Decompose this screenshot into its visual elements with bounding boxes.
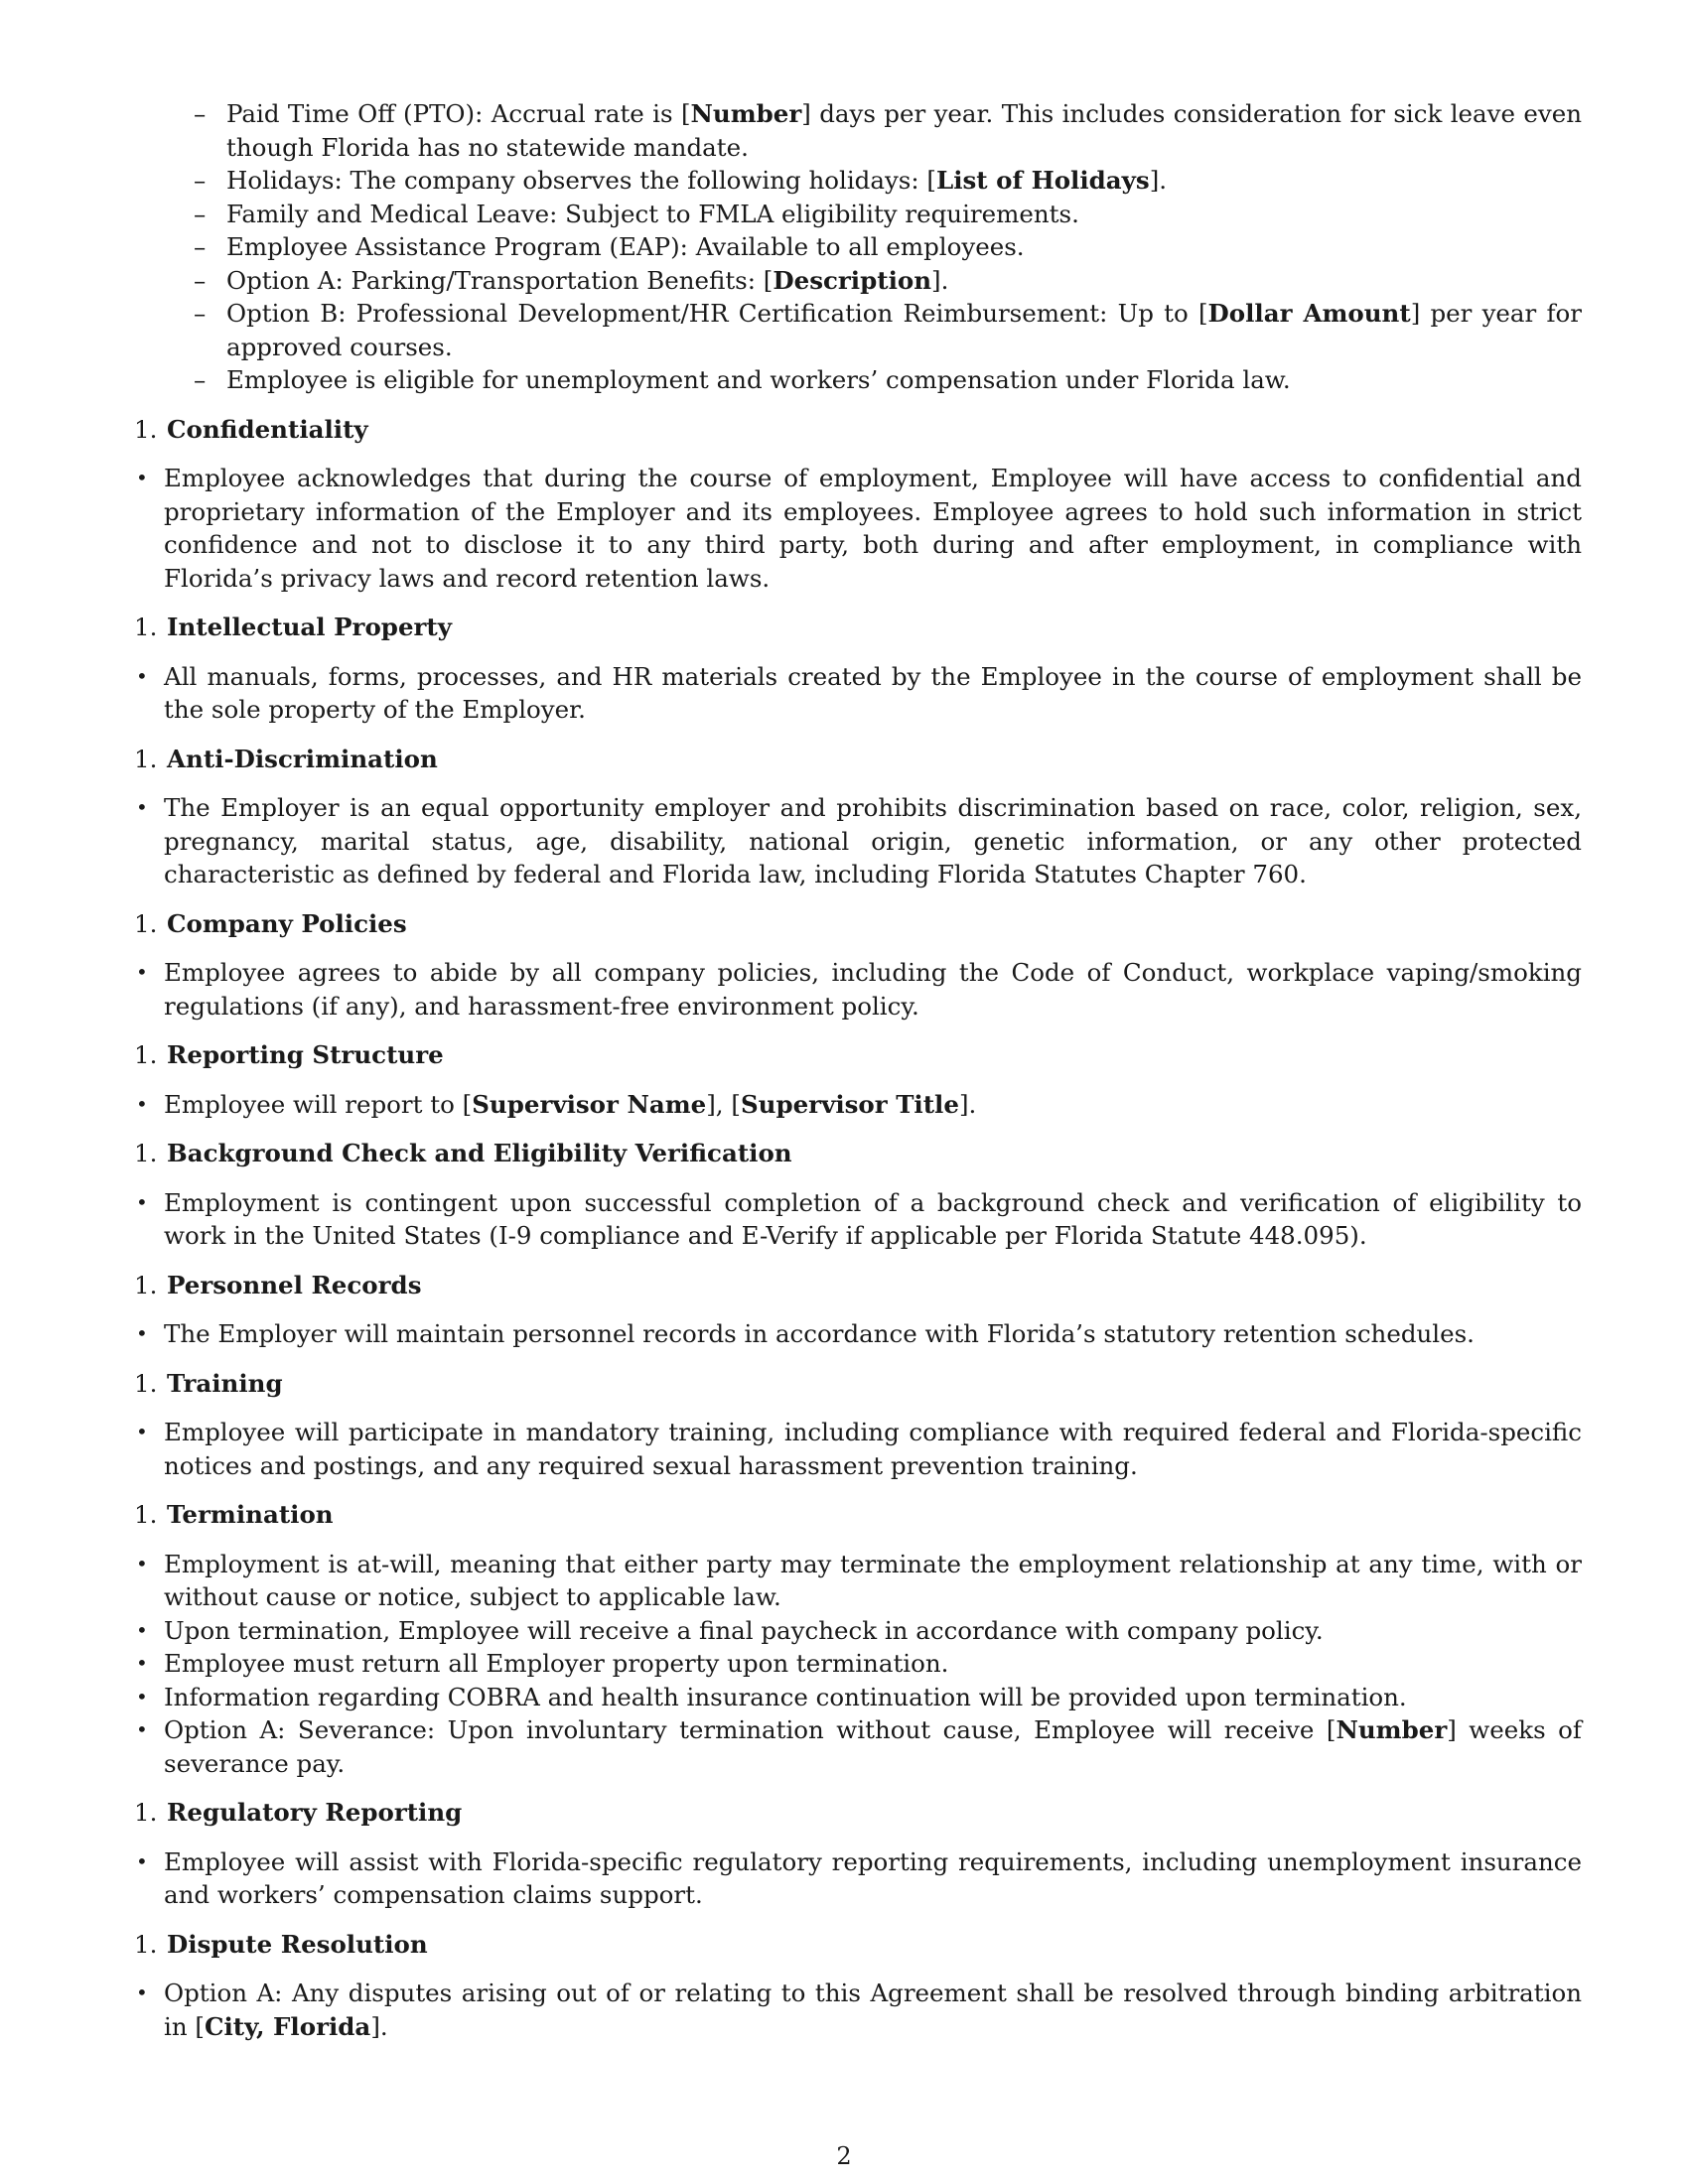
section-number: 1. <box>134 1040 158 1069</box>
section-bullets <box>136 956 1582 1023</box>
section-title: Dispute Resolution <box>167 1929 428 1959</box>
benefit-text: ] days per year. This includes consideration for sick leave even though Florida has no statewide mandate. <box>226 99 1582 162</box>
placeholder-field: Number <box>1336 1715 1448 1744</box>
section-bullets <box>136 1317 1582 1351</box>
placeholder-field: List of Holidays <box>935 166 1150 195</box>
placeholder-field: City, Florida <box>204 2011 371 2041</box>
section-heading <box>134 1038 1582 1072</box>
section-number: 1. <box>134 1270 158 1299</box>
dash-marker: – <box>194 299 207 328</box>
benefit-item <box>194 264 1582 298</box>
section <box>134 1269 1582 1351</box>
sections-container <box>134 413 1582 2044</box>
benefit-text: Holidays: The company observes the following holidays: [ <box>226 166 936 195</box>
dash-marker: – <box>194 365 207 394</box>
dash-marker: – <box>194 166 207 195</box>
section-bullets <box>136 462 1582 595</box>
section-number: 1. <box>134 908 158 938</box>
item-text: Option A: Severance: Upon involuntary termination without cause, Employee will receive [ <box>164 1715 1336 1744</box>
bullet-marker: • <box>136 663 148 688</box>
list-item <box>136 1614 1582 1648</box>
benefit-text: Option B: Professional Development/HR Certification Reimbursement: Up to [ <box>226 299 1208 328</box>
item-text: Employee will participate in mandatory training, including compliance with required federal and Florida-specific notices and postings, and any required sexual harassment prevention training. <box>164 1418 1582 1480</box>
placeholder-field: Dollar Amount <box>1207 299 1411 328</box>
item-text: Employee will assist with Florida-specific regulatory reporting requirements, including unemployment insurance and workers’ compensation claims support. <box>164 1846 1582 1909</box>
item-text: Upon termination, Employee will receive a final paycheck in accordance with company policy. <box>164 1615 1324 1645</box>
bullet-marker: • <box>136 1189 148 1214</box>
section-number: 1. <box>134 414 158 444</box>
bullet-marker: • <box>136 466 148 489</box>
dash-marker: – <box>194 199 207 228</box>
bullet-marker: • <box>136 1717 148 1741</box>
item-text: Employee acknowledges that during the course of employment, Employee will have access to confidential and proprietary information of the Employer and its employees. Employee agrees to hold such information in strict confidence and not to disclose it to any third party, both during and after employment, in compliance with Florida’s privacy laws and record retention laws. <box>164 464 1582 593</box>
section-heading <box>134 1928 1582 1962</box>
placeholder-field: Description <box>773 265 932 295</box>
section <box>134 611 1582 727</box>
section-bullets <box>136 1977 1582 2043</box>
section-bullets <box>136 1845 1582 1912</box>
bullet-marker: • <box>136 1420 148 1443</box>
item-text: ]. <box>370 2011 388 2041</box>
section <box>134 1038 1582 1121</box>
benefit-item <box>194 297 1582 363</box>
section-heading <box>134 1137 1582 1170</box>
list-item <box>136 1647 1582 1681</box>
item-text: All manuals, forms, processes, and HR materials created by the Employee in the course of employment shall be the sole property of the Employer. <box>164 661 1582 724</box>
bullet-marker: • <box>136 795 148 819</box>
dash-marker: – <box>194 232 207 261</box>
benefit-item <box>194 97 1582 164</box>
section-heading <box>134 1269 1582 1302</box>
section-heading <box>134 1367 1582 1401</box>
section-heading <box>134 1796 1582 1830</box>
section-number: 1. <box>134 744 158 773</box>
benefit-text: ]. <box>1149 166 1168 195</box>
bullet-marker: • <box>136 1091 148 1116</box>
section-bullets <box>136 1186 1582 1253</box>
benefit-text: ]. <box>931 265 949 295</box>
item-text: Employment is contingent upon successful completion of a background check and verification of eligibility to work in the United States (I-9 compliance and E-Verify if applicable per Florida Statute 448.095). <box>164 1187 1582 1250</box>
bullet-marker: • <box>136 960 148 984</box>
benefit-item <box>194 363 1582 397</box>
section-bullets <box>136 1088 1582 1122</box>
section-title: Termination <box>167 1500 334 1529</box>
list-item <box>136 1713 1582 1780</box>
item-text: The Employer is an equal opportunity employer and prohibits discrimination based on race, color, religion, sex, pregnancy, marital status, age, disability, national origin, genetic information, or any other protected characteristic as defined by federal and Florida law, including Florida Statutes Chapter 760. <box>164 793 1582 888</box>
list-item <box>136 1317 1582 1351</box>
bullet-marker: • <box>136 1684 148 1708</box>
section-bullets <box>136 791 1582 891</box>
item-text: Employee will report to [ <box>164 1089 473 1119</box>
benefit-text: Employee Assistance Program (EAP): Available to all employees. <box>226 232 1025 261</box>
bullet-marker: • <box>136 1617 148 1642</box>
section-heading <box>134 611 1582 644</box>
section-title: Anti-Discrimination <box>167 744 438 773</box>
section <box>134 1367 1582 1483</box>
list-item <box>136 1416 1582 1482</box>
benefit-item <box>194 230 1582 264</box>
section <box>134 1498 1582 1780</box>
benefit-text: ] per year for approved courses. <box>226 299 1582 361</box>
section <box>134 743 1582 891</box>
benefit-item <box>194 164 1582 198</box>
section <box>134 413 1582 596</box>
section-title: Intellectual Property <box>167 613 452 641</box>
section-number: 1. <box>134 613 158 641</box>
item-text: ]. <box>958 1089 977 1119</box>
placeholder-field: Supervisor Name <box>472 1089 707 1119</box>
page-number: 2 <box>836 2142 852 2170</box>
section-heading <box>134 907 1582 941</box>
section-title: Reporting Structure <box>167 1040 444 1069</box>
item-text: The Employer will maintain personnel records in accordance with Florida’s statutory retention schedules. <box>164 1319 1475 1348</box>
section-title: Background Check and Eligibility Verification <box>167 1139 792 1167</box>
section-title: Personnel Records <box>167 1270 422 1299</box>
benefit-text: Employee is eligible for unemployment and workers’ compensation under Florida law. <box>226 365 1291 394</box>
benefit-text: Paid Time Off (PTO): Accrual rate is [ <box>226 99 691 128</box>
bullet-marker: • <box>136 1848 148 1873</box>
item-text: Option A: Any disputes arising out of or relating to this Agreement shall be resolved through binding arbitration in [ <box>164 1979 1582 2041</box>
benefit-item <box>194 198 1582 231</box>
section <box>134 1137 1582 1253</box>
item-text: Information regarding COBRA and health insurance continuation will be provided upon termination. <box>164 1682 1407 1711</box>
item-text: Employment is at-will, meaning that either party may terminate the employment relationship at any time, with or without cause or notice, subject to applicable law. <box>164 1549 1582 1611</box>
section-title: Regulatory Reporting <box>167 1798 463 1827</box>
section-bullets <box>136 1416 1582 1482</box>
list-item <box>136 1845 1582 1912</box>
section-heading <box>134 413 1582 447</box>
section <box>134 907 1582 1024</box>
bullet-marker: • <box>136 1980 148 2004</box>
list-item <box>136 791 1582 891</box>
section-heading <box>134 743 1582 776</box>
document-page <box>134 97 1582 2059</box>
section-number: 1. <box>134 1500 158 1529</box>
bullet-marker: • <box>136 1551 148 1575</box>
section-title: Confidentiality <box>167 414 368 444</box>
section <box>134 1796 1582 1912</box>
item-text: Employee must return all Employer property upon termination. <box>164 1649 949 1678</box>
bullet-marker: • <box>136 1651 148 1675</box>
dash-marker: – <box>194 99 207 128</box>
placeholder-field: Supervisor Title <box>740 1089 959 1119</box>
benefits-list <box>194 97 1582 397</box>
list-item <box>136 1977 1582 2043</box>
section-number: 1. <box>134 1798 158 1827</box>
list-item <box>136 956 1582 1023</box>
list-item <box>136 462 1582 595</box>
bullet-marker: • <box>136 1321 148 1345</box>
list-item <box>136 1186 1582 1253</box>
list-item <box>136 1681 1582 1714</box>
benefit-text: Option A: Parking/Transportation Benefits: [ <box>226 265 774 295</box>
section-heading <box>134 1498 1582 1532</box>
list-item <box>136 1548 1582 1614</box>
section-number: 1. <box>134 1368 158 1398</box>
placeholder-field: Number <box>690 99 802 128</box>
section-number: 1. <box>134 1139 158 1167</box>
section-number: 1. <box>134 1929 158 1959</box>
section-title: Training <box>167 1368 283 1398</box>
list-item <box>136 1088 1582 1122</box>
item-text: ] weeks of severance pay. <box>164 1715 1582 1778</box>
section-bullets <box>136 1548 1582 1781</box>
benefit-text: Family and Medical Leave: Subject to FMLA eligibility requirements. <box>226 199 1079 228</box>
section <box>134 1928 1582 2044</box>
list-item <box>136 660 1582 727</box>
item-text: ], [ <box>706 1089 741 1119</box>
item-text: Employee agrees to abide by all company policies, including the Code of Conduct, workplace vaping/smoking regulations (if any), and harassment-free environment policy. <box>164 958 1582 1021</box>
dash-marker: – <box>194 265 207 295</box>
section-bullets <box>136 660 1582 727</box>
section-title: Company Policies <box>167 908 407 938</box>
